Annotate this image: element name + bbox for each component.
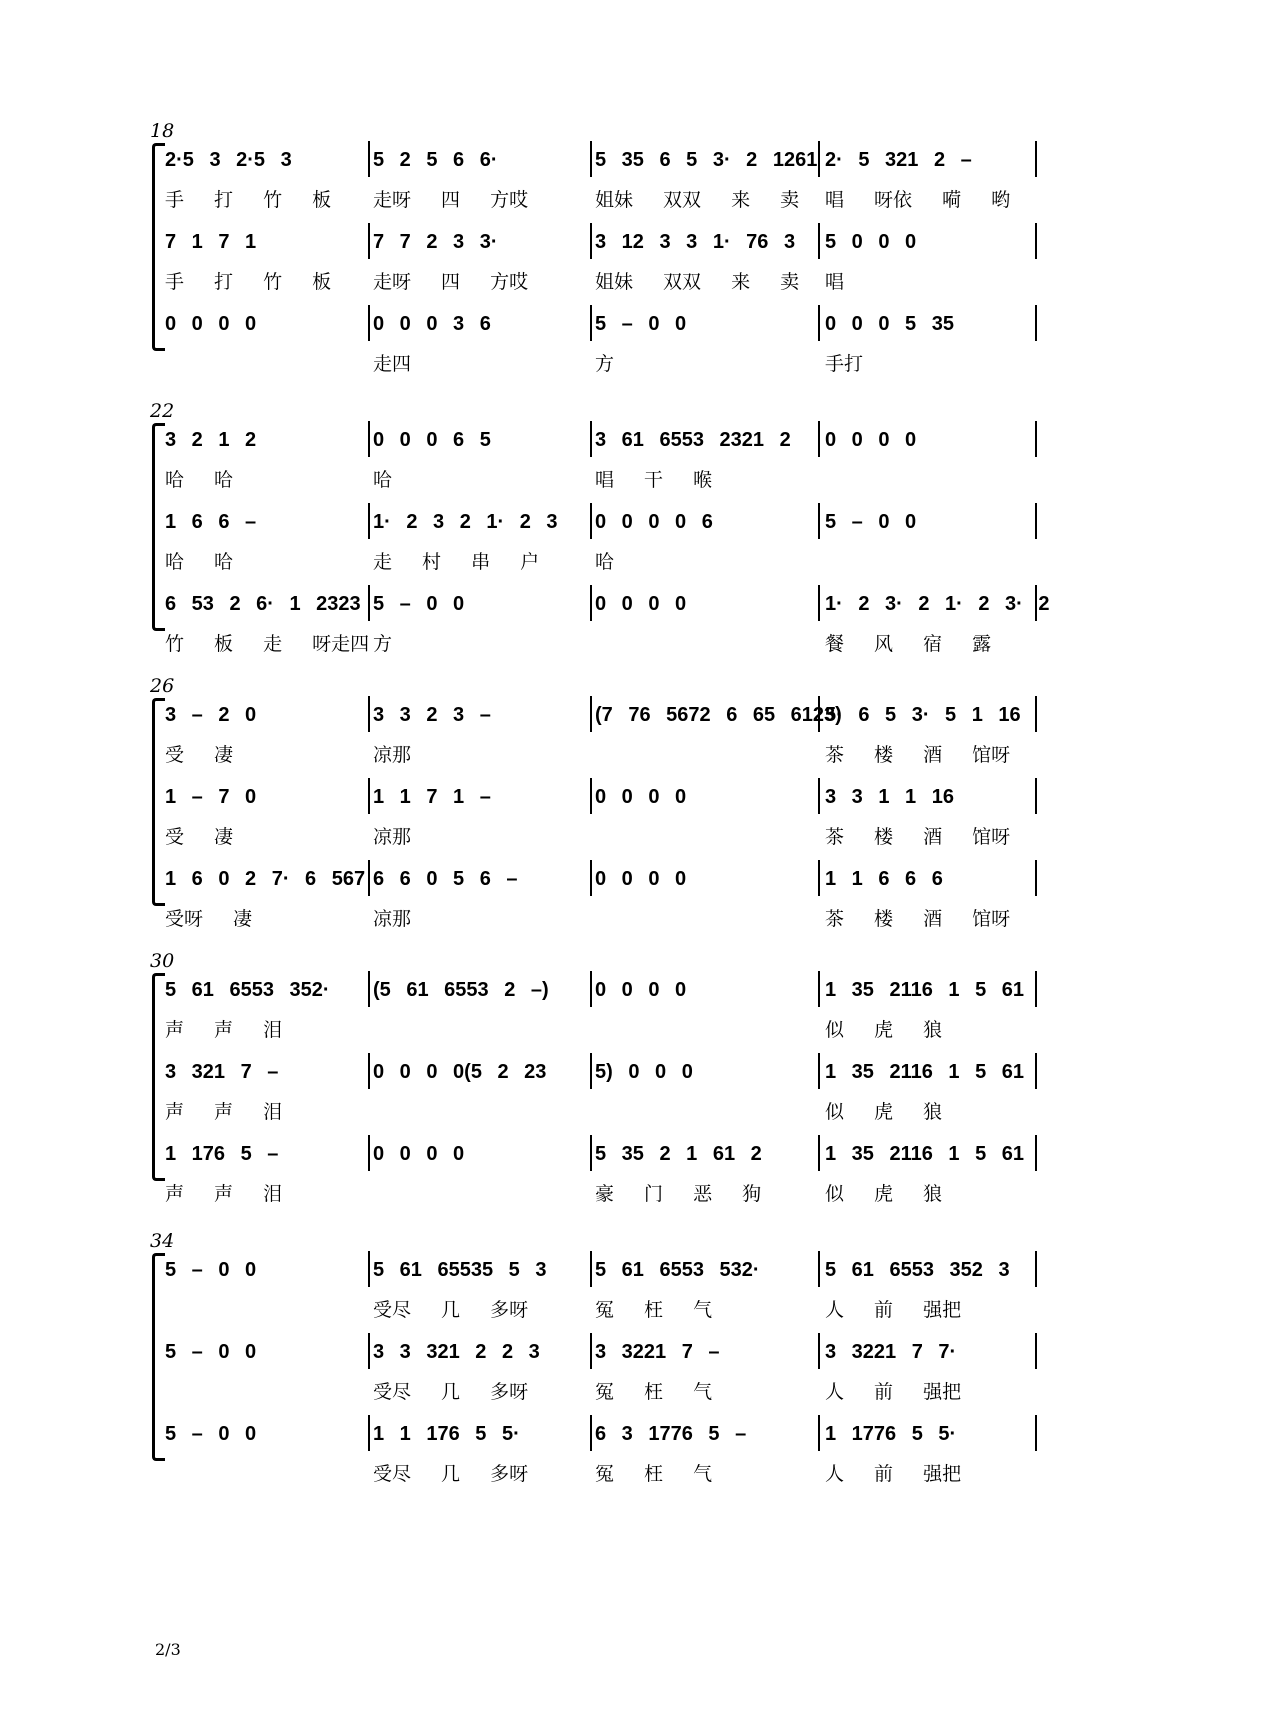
voice-lyrics-row [0, 902, 1272, 932]
measure-notes: 6 6 0 5 6 – [373, 867, 518, 890]
voice-notes-row [0, 975, 1272, 1005]
measure-notes: 1 1 7 1 – [373, 785, 491, 808]
measure-lyrics: 走呀 四 方哎 [373, 270, 529, 293]
measure-notes: 0 0 0 0 [595, 785, 687, 808]
measure-lyrics: 凉那 [373, 743, 412, 766]
voice-lyrics-row [0, 265, 1272, 295]
measure-notes: 5 – 0 0 [595, 312, 687, 335]
measure-notes: 1· 2 3 2 1· 2 3 [373, 510, 558, 533]
measure-notes: 0 0 0 6 5 [373, 428, 491, 451]
measure-lyrics: 茶 楼 酒 馆呀 [825, 907, 1011, 930]
voice-lyrics-row [0, 1095, 1272, 1125]
voice-notes-row [0, 507, 1272, 537]
voice-lyrics-row [0, 820, 1272, 850]
measure-lyrics: 声 声 泪 [165, 1018, 283, 1041]
measure-notes: 0 0 0 0 [595, 592, 687, 615]
measure-lyrics: 竹 板 走 呀走四 [165, 632, 370, 655]
measure-notes: 6 53 2 6· 1 2323 [165, 592, 361, 615]
measure-notes: 3 3221 7 – [595, 1340, 720, 1363]
measure-number: 30 [150, 950, 175, 972]
measure-notes: 5· 6 5 3· 5 1 16 [825, 703, 1021, 726]
measure-lyrics: 凉那 [373, 825, 412, 848]
voice-lyrics-row [0, 1177, 1272, 1207]
voice-lyrics-row [0, 1457, 1272, 1487]
measure-lyrics: 餐 风 宿 露 [825, 632, 992, 655]
measure-notes: 5 – 0 0 [165, 1340, 257, 1363]
measure-notes: 1· 2 3· 2 1· 2 3· 2 [825, 592, 1050, 615]
measure-notes: 0 0 0 0 [165, 312, 257, 335]
measure-notes: 7 7 2 3 3· [373, 230, 498, 253]
measure-lyrics: 豪 门 恶 狗 [595, 1182, 762, 1205]
measure-notes: 5 – 0 0 [165, 1422, 257, 1445]
measure-lyrics: 似 虎 狼 [825, 1018, 943, 1041]
measure-notes: 5 61 65535 5 3 [373, 1258, 547, 1281]
measure-notes: 3 321 7 – [165, 1060, 279, 1083]
measure-notes: (7 76 5672 6 65 6123) [595, 703, 842, 726]
measure-notes: 1 6 0 2 7· 6 567 [165, 867, 366, 890]
measure-number: 22 [150, 400, 175, 422]
measure-notes: 3 3 321 2 2 3 [373, 1340, 540, 1363]
measure-lyrics: 声 声 泪 [165, 1100, 283, 1123]
measure-notes: 3 3 1 1 16 [825, 785, 954, 808]
measure-notes: 2· 5 321 2 – [825, 148, 972, 171]
measure-notes: 0 0 0 0 [595, 978, 687, 1001]
measure-notes: 5 61 6553 532· [595, 1258, 760, 1281]
measure-lyrics: 人 前 强把 [825, 1462, 962, 1485]
measure-lyrics: 姐妹 双双 来 卖 [595, 270, 800, 293]
measure-notes: 5 – 0 0 [373, 592, 465, 615]
page-number: 2/3 [155, 1640, 181, 1659]
voice-lyrics-row [0, 347, 1272, 377]
voice-notes-row [0, 1337, 1272, 1367]
measure-lyrics: 唱 呀依 嗬 哟 [825, 188, 1011, 211]
measure-lyrics: 姐妹 双双 来 卖 [595, 188, 800, 211]
voice-notes-row [0, 1419, 1272, 1449]
measure-notes: 1 1 6 6 6 [825, 867, 943, 890]
voice-lyrics-row [0, 738, 1272, 768]
measure-notes: 1 6 6 – [165, 510, 257, 533]
voice-lyrics-row [0, 183, 1272, 213]
measure-lyrics: 走呀 四 方哎 [373, 188, 529, 211]
measure-number: 18 [150, 120, 175, 142]
measure-lyrics: 受尽 几 多呀 [373, 1380, 529, 1403]
measure-notes: 5 – 0 0 [825, 510, 917, 533]
measure-lyrics: 受尽 几 多呀 [373, 1298, 529, 1321]
measure-notes: 6 3 1776 5 – [595, 1422, 747, 1445]
measure-lyrics: 受尽 几 多呀 [373, 1462, 529, 1485]
voice-notes-row [0, 227, 1272, 257]
measure-notes: 3 61 6553 2321 2 [595, 428, 791, 451]
voice-notes-row [0, 864, 1272, 894]
measure-lyrics: 人 前 强把 [825, 1380, 962, 1403]
measure-lyrics: 茶 楼 酒 馆呀 [825, 743, 1011, 766]
measure-notes: 5 – 0 0 [165, 1258, 257, 1281]
measure-notes: 2·5 3 2·5 3 [165, 148, 292, 171]
measure-notes: 5 0 0 0 [825, 230, 917, 253]
voice-notes-row [0, 309, 1272, 339]
measure-lyrics: 冤 枉 气 [595, 1462, 713, 1485]
measure-notes: 1 176 5 – [165, 1142, 279, 1165]
voice-notes-row [0, 782, 1272, 812]
measure-lyrics: 手 打 竹 板 [165, 188, 332, 211]
voice-notes-row [0, 1255, 1272, 1285]
measure-lyrics: 哈 [373, 468, 393, 491]
measure-lyrics: 走四 [373, 352, 412, 375]
measure-lyrics: 方 [373, 632, 393, 655]
measure-lyrics: 受 凄 [165, 825, 234, 848]
measure-notes: 5 61 6553 352· [165, 978, 330, 1001]
voice-notes-row [0, 1057, 1272, 1087]
voice-notes-row [0, 145, 1272, 175]
measure-notes: 1 35 2116 1 5 61 [825, 1060, 1025, 1083]
voice-lyrics-row [0, 545, 1272, 575]
voice-notes-row [0, 425, 1272, 455]
measure-notes: 0 0 0 0 [373, 1142, 465, 1165]
voice-lyrics-row [0, 463, 1272, 493]
voice-notes-row [0, 589, 1272, 619]
measure-lyrics: 冤 枉 气 [595, 1298, 713, 1321]
measure-lyrics: 唱 [825, 270, 845, 293]
measure-lyrics: 手打 [825, 352, 864, 375]
measure-notes: 1 – 7 0 [165, 785, 257, 808]
measure-number: 34 [150, 1230, 175, 1252]
voice-lyrics-row [0, 627, 1272, 657]
measure-notes: 7 1 7 1 [165, 230, 257, 253]
measure-lyrics: 手 打 竹 板 [165, 270, 332, 293]
measure-lyrics: 茶 楼 酒 馆呀 [825, 825, 1011, 848]
voice-lyrics-row [0, 1293, 1272, 1323]
measure-notes: 3 – 2 0 [165, 703, 257, 726]
measure-notes: 0 0 0 5 35 [825, 312, 954, 335]
measure-notes: 5 61 6553 352 3 [825, 1258, 1010, 1281]
measure-notes: 3 3 2 3 – [373, 703, 491, 726]
measure-lyrics: 似 虎 狼 [825, 1100, 943, 1123]
measure-notes: 1 1 176 5 5· [373, 1422, 520, 1445]
measure-notes: 3 3221 7 7· [825, 1340, 957, 1363]
measure-notes: 3 12 3 3 1· 76 3 [595, 230, 796, 253]
measure-lyrics: 唱 干 喉 [595, 468, 713, 491]
measure-notes: 0 0 0 0 [825, 428, 917, 451]
measure-lyrics: 走 村 串 户 [373, 550, 540, 573]
measure-lyrics: 哈 哈 [165, 468, 234, 491]
measure-notes: 0 0 0 0 [595, 867, 687, 890]
voice-notes-row [0, 700, 1272, 730]
measure-notes: 5) 0 0 0 [595, 1060, 693, 1083]
voice-notes-row [0, 1139, 1272, 1169]
measure-notes: 1 1776 5 5· [825, 1422, 957, 1445]
voice-lyrics-row [0, 1375, 1272, 1405]
voice-lyrics-row [0, 1013, 1272, 1043]
measure-notes: 1 35 2116 1 5 61 [825, 978, 1025, 1001]
measure-lyrics: 声 声 泪 [165, 1182, 283, 1205]
measure-number: 26 [150, 675, 175, 697]
measure-lyrics: 哈 [595, 550, 615, 573]
measure-notes: 5 35 2 1 61 2 [595, 1142, 762, 1165]
measure-notes: 0 0 0 0(5 2 23 [373, 1060, 547, 1083]
measure-notes: 5 2 5 6 6· [373, 148, 498, 171]
measure-notes: (5 61 6553 2 –) [373, 978, 549, 1001]
measure-lyrics: 方 [595, 352, 615, 375]
measure-notes: 0 0 0 3 6 [373, 312, 491, 335]
measure-lyrics: 似 虎 狼 [825, 1182, 943, 1205]
measure-notes: 5 35 6 5 3· 2 1261 [595, 148, 818, 171]
measure-lyrics: 凉那 [373, 907, 412, 930]
measure-lyrics: 人 前 强把 [825, 1298, 962, 1321]
measure-lyrics: 受 凄 [165, 743, 234, 766]
measure-notes: 3 2 1 2 [165, 428, 257, 451]
measure-lyrics: 哈 哈 [165, 550, 234, 573]
measure-notes: 1 35 2116 1 5 61 [825, 1142, 1025, 1165]
measure-lyrics: 受呀 凄 [165, 907, 253, 930]
measure-notes: 0 0 0 0 6 [595, 510, 713, 533]
measure-lyrics: 冤 枉 气 [595, 1380, 713, 1403]
